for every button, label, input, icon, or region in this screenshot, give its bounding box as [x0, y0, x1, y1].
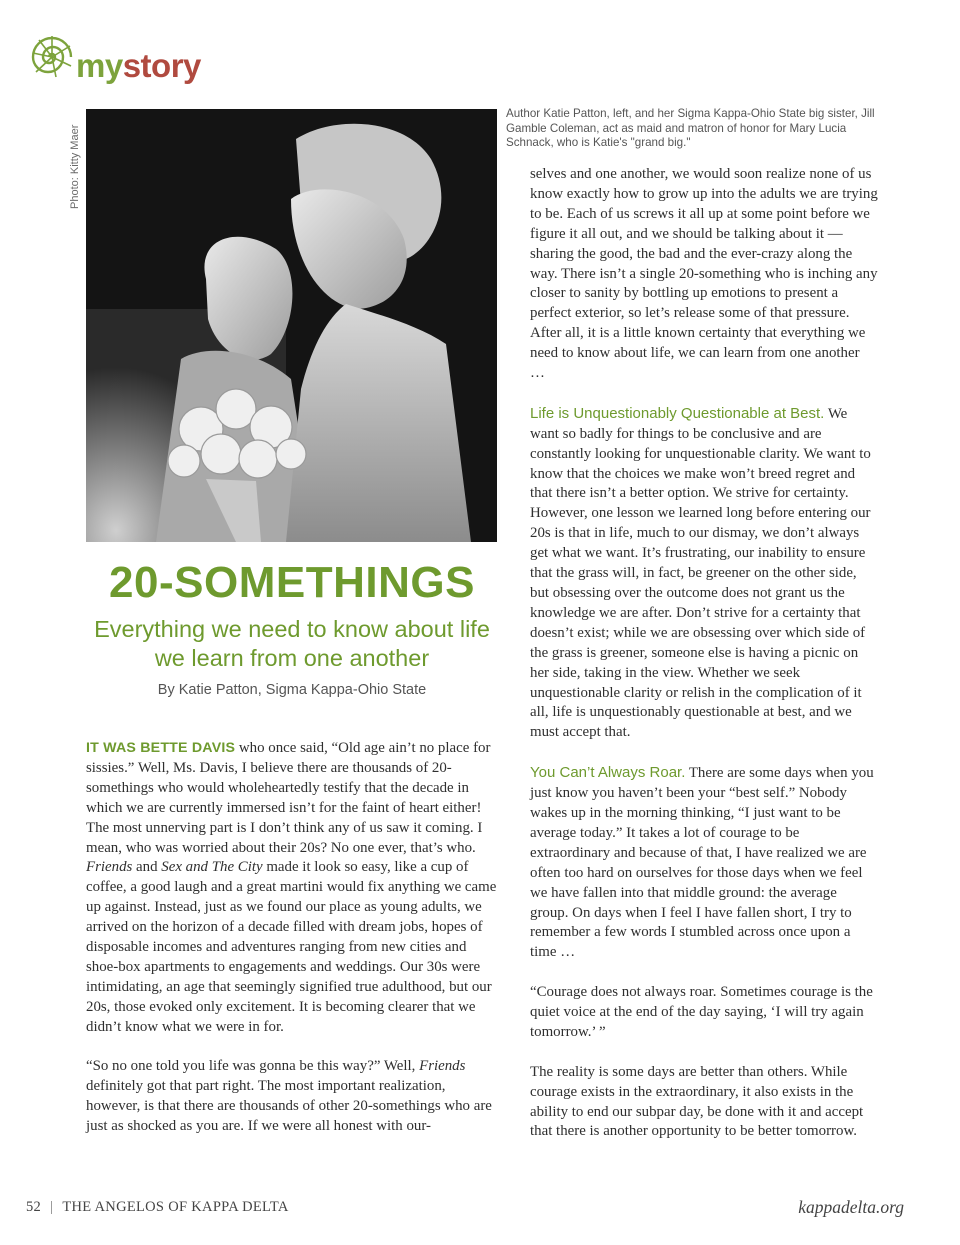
bridesmaids-photo-illustration — [86, 109, 497, 542]
article-photo — [86, 109, 497, 542]
intro-title-friends: Friends — [86, 859, 133, 876]
website-link[interactable]: kappadelta.org — [798, 1197, 904, 1217]
article-column-left — [86, 739, 500, 1137]
nautilus-shell-icon — [26, 26, 78, 86]
intro-lead-in: IT WAS BETTE DAVIS — [86, 740, 236, 756]
intro-text-and: and — [132, 859, 162, 876]
second-title-friends: Friends — [419, 1058, 466, 1075]
article-column-right — [530, 165, 878, 1142]
second-text-b: definitely got that part right. The most important realization, however, is that there are thousands of other 20-somethings who are just as shocked as you are. If we were all honest with our- — [86, 1078, 492, 1135]
paragraph-intro — [86, 739, 500, 1038]
section-questionable-body: We want so badly for things to be conclusive and are constantly looking for unquestionable clarity. We want to know that the choices we make won’t breed regret and that there isn’t a better option. We strive for certainty. However, one lesson we learned long before entering our 20s is that in life, much to our dismay, we don’t always get what we want. It’s frustrating, our inability to ensure that the grass will, in fact, be greener on the other side, but obsessing over the outcome does not grant us the knowledge we are after. Don’t strive for a certainty that doesn’t exist; while we are obsessing over which side of the grass is greener, someone else is having a picnic on her side, taking in the view. Whether we seek unquestionable clarity or relish in the complication of it all, life is unquestionably questionable at best, and we must accept that. — [530, 405, 871, 741]
section-title — [76, 46, 201, 86]
section-questionable-title: Life is Unquestionably Questionable at Best. — [530, 404, 825, 422]
paragraph-continued: selves and one another, we would soon realize none of us know exactly how to grow up into the adults we are trying to be. Each of us screws it all up at some point before we figure it all out, and we should be talking about it — sharing the good, the bad and the ever-crazy along the way. There isn’t a single 20-something who is inching any closer to sanity by bottling up emotions to present a perfect exterior, so let’s release some of that pressure. After all, it is a little known certainty that everything we need to know about life, we can learn from one another … — [530, 166, 878, 382]
article-byline: By Katie Patton, Sigma Kappa-Ohio State — [157, 682, 427, 698]
second-text-a: “So no one told you life was gonna be this way?” Well, — [86, 1058, 420, 1075]
section-roar — [530, 763, 878, 963]
intro-text-b: made it look so easy, like a cup of coffee, a good laugh and a great martini would fix anything we came up against. Instead, just as we found our place as young adults, we arrived on the horizon of a decade filled with dream jobs, hopes of disposable incomes and adventures ranging from new cities and shoe-box apartments to engagements and weddings. Our 30s were intimidating, an age that seemingly signified true adulthood, but our 20s, those evoked only excitement. It is becoming clearer that we didn’t know what we were in for. — [86, 859, 497, 1035]
publication-name: THE ANGELOS OF KAPPA DELTA — [62, 1199, 289, 1215]
section-roar-title: You Can’t Always Roar. — [530, 764, 686, 782]
section-title-my: my — [76, 47, 123, 84]
paragraph-closing: The reality is some days are better than others. While courage exists in the extraordinary, it also exists in the ability to end our subpar day, be done with it and accept that there is another opportunity to be better tomorrow. — [530, 1063, 864, 1140]
article-headline: 20-SOMETHINGS — [109, 558, 475, 607]
photo-caption: Author Katie Patton, left, and her Sigma Kappa-Ohio State big sister, Jill Gamble Coleman, act as maid and matron of honor for Mary Lucia Schnack, who is Katie's "grand big." — [506, 107, 875, 150]
article-subhead: Everything we need to know about life we learn from one another — [94, 616, 490, 671]
paragraph-second — [86, 1057, 500, 1137]
intro-title-satc: Sex and The City — [161, 859, 263, 876]
pull-quote: “Courage does not always roar. Sometimes courage is the quiet voice at the end of the day saying, ‘I will try again tomorrow.’ ” — [530, 984, 873, 1040]
page-number: 52 — [26, 1199, 42, 1215]
photo-credit: Photo: Kitty Maer — [69, 124, 81, 209]
section-roar-body: There are some days when you just know you haven’t been your “best self.” Nobody wakes up in the morning thinking, “I just want to be average today.” It takes a lot of courage to be extraordinary and because of that, I have realized we are often too hard on ourselves for those days when we feel we have fallen into that middle ground: the average group. On days when I feel I have fallen short, I try to remember a few words I stumbled across once upon a time … — [530, 765, 874, 961]
footer-separator: | — [50, 1199, 54, 1215]
section-questionable — [530, 404, 878, 743]
section-logo — [26, 26, 216, 88]
intro-text-a: who once said, “Old age ain’t no place for sissies.” Well, Ms. Davis, I believe there are thousands of 20-somethings who would wholeheartedly testify that the decade in which we are currently immersed isn’t for the faint of heart either! The most unnerving part is I don’t think any of us saw it coming. I mean, who was worried about their 20s? No one ever, that’s who. — [86, 740, 491, 856]
section-title-story: story — [122, 47, 201, 84]
footer-left — [26, 1199, 289, 1216]
